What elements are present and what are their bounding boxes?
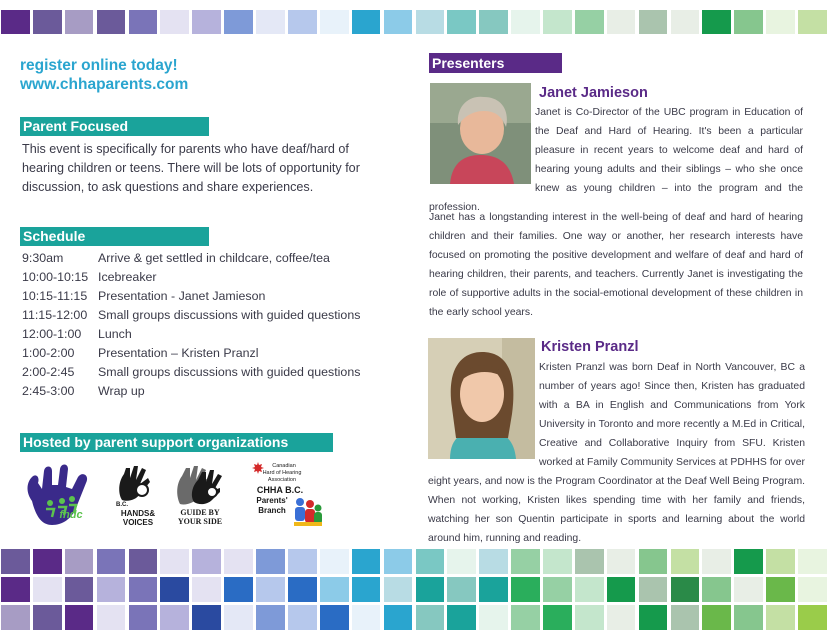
color-tile (352, 577, 381, 602)
hands-voices-line2: HANDS& (120, 509, 156, 518)
chha-line1: Canadian (272, 463, 296, 469)
color-tile (543, 10, 572, 34)
schedule-desc: Small groups discussions with guided questions (98, 308, 361, 322)
schedule-time: 2:00-2:45 (22, 365, 75, 379)
schedule-time: 1:00-2:00 (22, 346, 75, 360)
color-tile (798, 605, 827, 630)
schedule-time: 9:30am (22, 251, 64, 265)
color-tile (575, 10, 604, 34)
color-tile (224, 577, 253, 602)
color-tile (607, 605, 636, 630)
color-tile (352, 605, 381, 630)
color-tile (160, 549, 189, 574)
color-tile (607, 549, 636, 574)
color-tile (192, 10, 221, 34)
color-tile (766, 577, 795, 602)
hands-and-voices-logo (112, 464, 162, 530)
color-tile (160, 10, 189, 34)
website-link[interactable]: www.chhaparents.com (20, 76, 189, 93)
color-tile (479, 549, 508, 574)
color-tile (97, 10, 126, 34)
schedule-row (22, 249, 417, 268)
color-tile (671, 577, 700, 602)
hands-voices-line1: B.C. (116, 502, 128, 508)
chha-bc-parents-branch-logo (250, 460, 326, 532)
color-tile (65, 577, 94, 602)
guide-hands-icon (172, 462, 228, 508)
schedule-row (22, 287, 417, 306)
color-tile (639, 10, 668, 34)
schedule-desc: Lunch (98, 327, 132, 341)
color-tile (1, 605, 30, 630)
color-tile (129, 10, 158, 34)
kristen-pranzl-name: Kristen Pranzl (541, 339, 639, 355)
color-tile (384, 549, 413, 574)
schedule-desc: Icebreaker (98, 270, 157, 284)
color-tile (192, 577, 221, 602)
schedule-desc: Presentation – Kristen Pranzl (98, 346, 259, 360)
register-callout (20, 56, 188, 94)
kristen-bio-intro (428, 358, 805, 548)
color-tile (384, 577, 413, 602)
color-tile (97, 605, 126, 630)
kristen-bio-intro-text: Kristen Pranzl was born Deaf in North Vancouver, BC a number of years ago! Since then, Kristen has graduated with a BA in English and Communications from York University in Toronto and more recently a M.Ed in Critical, Creative and Collaborative Inquiry from SFU. (539, 362, 805, 449)
color-tile (702, 549, 731, 574)
color-tile (543, 605, 572, 630)
color-tile (65, 549, 94, 574)
color-tile (639, 605, 668, 630)
color-tile (543, 577, 572, 602)
color-tile (256, 605, 285, 630)
color-tile (671, 10, 700, 34)
parent-focused-body: This event is specifically for parents who have deaf/hard of hearing children or teens. There will be lots of opportunity for discussion, to ask questions and share experiences. (22, 142, 360, 194)
color-tile (798, 10, 827, 34)
schedule-list (22, 249, 417, 401)
color-tile (734, 605, 763, 630)
color-tile (224, 10, 253, 34)
color-tile (798, 549, 827, 574)
schedule-desc: Presentation - Janet Jamieson (98, 289, 266, 303)
color-tile (766, 10, 795, 34)
color-tile (384, 10, 413, 34)
schedule-row (22, 382, 417, 401)
guide-line2: YOUR SIDE (177, 517, 223, 526)
color-tile (129, 605, 158, 630)
color-tile (129, 577, 158, 602)
chha-line4: CHHA B.C. (256, 485, 304, 495)
schedule-time: 12:00-1:00 (22, 327, 82, 341)
schedule-time: 10:00-10:15 (22, 270, 89, 284)
schedule-row (22, 344, 417, 363)
color-tile (734, 577, 763, 602)
chha-line3: Association (267, 477, 297, 483)
hosted-heading: Hosted by parent support organizations (20, 433, 333, 452)
color-tile (416, 10, 445, 34)
janet-jamieson-name: Janet Jamieson (539, 85, 648, 101)
register-text: register online today! (20, 57, 178, 74)
chha-line5: Parents' (256, 496, 288, 505)
color-tile (575, 549, 604, 574)
hands-voices-line3: VOICES (122, 518, 154, 527)
color-tile (607, 10, 636, 34)
color-tile (702, 577, 731, 602)
color-tile (192, 549, 221, 574)
color-tile (33, 10, 62, 34)
schedule-row (22, 306, 417, 325)
color-tile (511, 10, 540, 34)
fndc-wordmark: fndc (59, 509, 83, 521)
guide-by-your-side-logo (172, 462, 228, 530)
color-tile (671, 605, 700, 630)
chha-line6: Branch (258, 506, 286, 515)
presenters-heading: Presenters (429, 53, 562, 73)
color-tile (1, 577, 30, 602)
color-tile (256, 549, 285, 574)
color-tile (33, 577, 62, 602)
color-tile (33, 549, 62, 574)
color-tile (160, 605, 189, 630)
color-tile (416, 577, 445, 602)
color-tile (352, 10, 381, 34)
schedule-time: 11:15-12:00 (22, 308, 88, 322)
color-tile (256, 10, 285, 34)
color-tile (479, 10, 508, 34)
color-tile (734, 549, 763, 574)
color-tile (160, 577, 189, 602)
chha-line2: Hard of Hearing (262, 470, 302, 476)
color-tile (671, 549, 700, 574)
color-tile (511, 549, 540, 574)
schedule-row (22, 363, 417, 382)
color-tile (97, 577, 126, 602)
color-tile (447, 605, 476, 630)
parent-focused-heading: Parent Focused (20, 117, 209, 136)
color-tile (575, 605, 604, 630)
schedule-desc: Small groups discussions with guided questions (98, 365, 361, 379)
schedule-time: 10:15-11:15 (22, 289, 88, 303)
color-tile (320, 10, 349, 34)
color-tile (511, 577, 540, 602)
color-tile (97, 549, 126, 574)
schedule-desc: Wrap up (98, 384, 145, 398)
color-tile (384, 605, 413, 630)
color-tile (447, 577, 476, 602)
color-tile (288, 577, 317, 602)
color-tile (288, 10, 317, 34)
top-color-tiles (0, 10, 829, 34)
kristen-bio-career-text: Kristen worked at Family Community Services at PDHHS for over eight years, and now is the Program Coordinator at the Deaf Well Being Program. When not working, Kristen likes spending time with her family and friends, watching her son Quentin participate in sports and learning about the world around him, running and reading. (428, 438, 805, 544)
color-tile (543, 549, 572, 574)
schedule-time: 2:45-3:00 (22, 384, 75, 398)
color-tile (798, 577, 827, 602)
color-tile (320, 577, 349, 602)
color-tile (224, 549, 253, 574)
color-tile (575, 577, 604, 602)
color-tile (192, 605, 221, 630)
color-tile (33, 605, 62, 630)
color-tile (639, 549, 668, 574)
color-tile (416, 549, 445, 574)
color-tile (129, 549, 158, 574)
color-tile (447, 10, 476, 34)
color-tile (702, 10, 731, 34)
color-tile (288, 549, 317, 574)
color-tile (479, 577, 508, 602)
color-tile (1, 10, 30, 34)
guide-line1: GUIDE BY (180, 508, 220, 517)
color-tile (320, 549, 349, 574)
janet-bio-intro-text: Janet is Co-Director of the UBC program in Education of the Deaf and Hard of Hearing. It's been a particular pleasure in recent years to welcome deaf and hard of hearing young adults and their siblings – who she once knew as young children – into the program and the profession. (429, 107, 803, 213)
fndc-logo (24, 463, 96, 529)
hands-icon (112, 464, 162, 504)
color-tile (65, 10, 94, 34)
color-tile (511, 605, 540, 630)
color-tile (256, 577, 285, 602)
color-tile (702, 605, 731, 630)
color-tile (224, 605, 253, 630)
color-tile (65, 605, 94, 630)
color-tile (479, 605, 508, 630)
schedule-desc: Arrive & get settled in childcare, coffee/tea (98, 251, 330, 265)
color-tile (352, 549, 381, 574)
color-tile (639, 577, 668, 602)
schedule-row (22, 325, 417, 344)
color-tile (1, 549, 30, 574)
bottom-color-tiles (0, 549, 829, 631)
color-tile (766, 549, 795, 574)
janet-bio-intro (429, 103, 803, 217)
color-tile (734, 10, 763, 34)
schedule-row (22, 268, 417, 287)
color-tile (766, 605, 795, 630)
janet-bio-research: Janet has a longstanding interest in the well-being of deaf and hard of hearing children and their families. One way or another, her research interests have focused on promoting the positive development and welfare of deaf and hard of hearing children, their parents, and teachers. Currently Janet is investigating the role of supportive adults in the social-emotional development of these children in the early school years. (429, 212, 803, 318)
color-tile (320, 605, 349, 630)
family-figures-icon (292, 496, 324, 530)
color-tile (416, 605, 445, 630)
color-tile (607, 577, 636, 602)
color-tile (447, 549, 476, 574)
schedule-heading: Schedule (20, 227, 209, 246)
color-tile (288, 605, 317, 630)
